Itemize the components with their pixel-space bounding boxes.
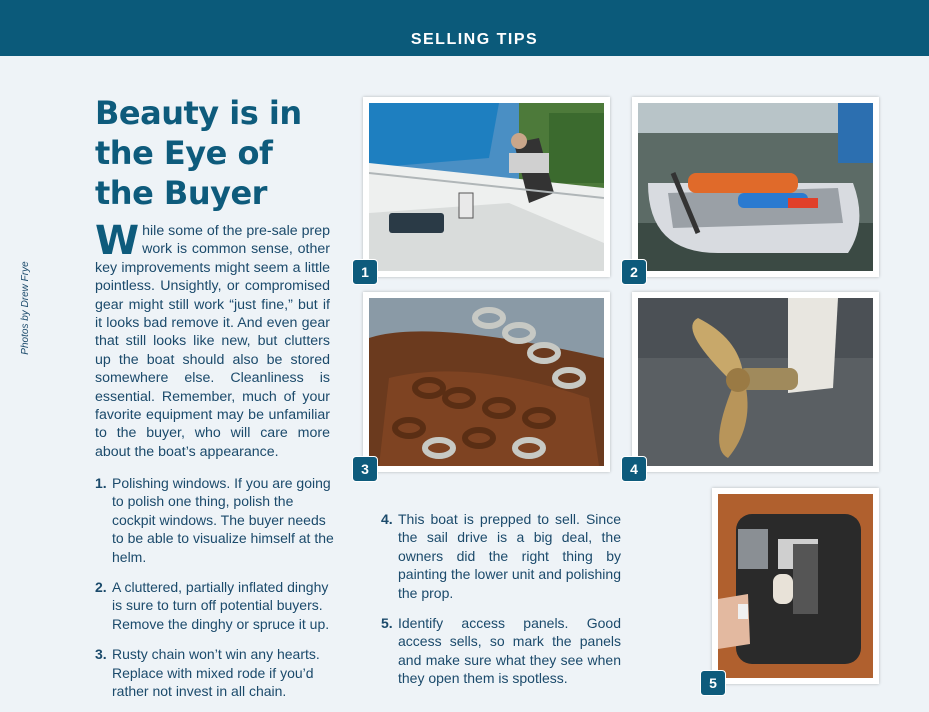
photo-1: [363, 97, 610, 277]
tip-text: A cluttered, partially inflated dinghy is sure to turn off potential buyers. Remove the dinghy or spruce it up.: [112, 579, 330, 632]
photo-badge: 1: [352, 259, 378, 285]
photo-3: [363, 292, 610, 472]
tip-item: [95, 578, 335, 633]
tip-number: 1.: [95, 475, 107, 491]
tip-number: 2.: [95, 579, 107, 596]
headline-line: Beauty is in: [95, 94, 302, 132]
photo-badge: 5: [700, 670, 726, 696]
tip-item: [95, 474, 335, 566]
access-panel-photo-icon: [718, 494, 873, 678]
photo-2: [632, 97, 879, 277]
drop-cap: W: [95, 218, 140, 264]
header-bar: [0, 0, 929, 56]
headline-line: the Eye of: [95, 134, 273, 172]
intro-text: hile some of the pre-sale prep work is common sense, other key improvements might seem a little pointless. Unsightly, or compromised gear might still work “just fine,” but if it looks bad remove it. And even gear that still looks like new, but clutters up the boat should also be stored somewhere else. Cleanliness is essential. Remember, much of your favorite equipment may be unfamiliar to the buyer, who will care more about the boat’s appearance.: [95, 223, 330, 460]
tip-text: Rusty chain won’t win any hearts. Replace with mixed rode if you’d rather not invest in all chain.: [112, 646, 320, 700]
photo-credit: Photos by Drew Frye: [20, 261, 31, 355]
tip-text: Polishing windows. If you are going to polish one thing, polish the cockpit windows. The buyer needs to be able to visualize himself at the helm.: [112, 475, 334, 565]
photo-badge: 4: [621, 456, 647, 482]
tips-list-right: [381, 510, 621, 700]
inflatable-dinghy-photo-icon: [638, 103, 873, 271]
tip-item: [381, 510, 621, 602]
intro-paragraph: [95, 218, 330, 461]
section-title: SELLING TIPS: [410, 31, 539, 48]
tip-number: 5.: [381, 615, 393, 632]
tips-list-left: [95, 474, 335, 712]
tip-number: 3.: [95, 646, 107, 663]
sail-drive-propeller-photo-icon: [638, 298, 873, 466]
tip-text: Identify access panels. Good access sells, so mark the panels and make sure what they see when they open them is spotless.: [398, 615, 621, 687]
photo-badge: 3: [352, 456, 378, 482]
boat-deck-photo-icon: [369, 103, 604, 271]
tip-item: [95, 645, 335, 700]
headline-line: the Buyer: [95, 174, 267, 212]
tip-item: [381, 614, 621, 688]
tip-number: 4.: [381, 511, 393, 527]
photo-5: [712, 488, 879, 684]
rusty-chain-photo-icon: [369, 298, 604, 466]
photo-4: [632, 292, 879, 472]
tip-text: This boat is prepped to sell. Since the sail drive is a big deal, the owners did the right thing by painting the lower unit and polishing the prop.: [398, 511, 621, 601]
article-headline: [95, 93, 355, 213]
photo-badge: 2: [621, 259, 647, 285]
